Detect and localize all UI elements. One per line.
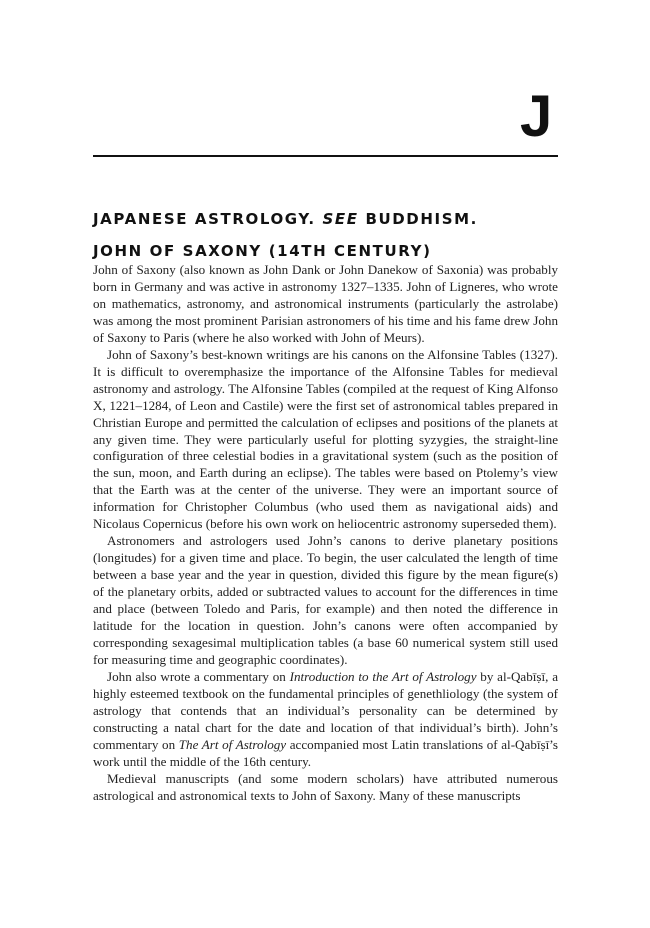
body-paragraph-2: John of Saxony’s best-known writings are his canons on the Alfonsine Tables (1327). It is difficult to overemphasize the importance of the Alfonsine Tables for medieval astronomy and astrology. The Alfonsine Tables (compiled at the request of King Alfonso X, 1221–1284, of Leon and Castile) were the first set of astronomical tables prepared in Christian Europe and permitted the calculation of eclipses and positions of the planets at any given time. They were particularly useful for plotting syzygies, the straight-line configuration of three celestial bodies in a gravitational system (such as the position of the sun, moon, and Earth during an eclipse). The tables were based on Ptolemy’s view that the Earth was at the center of the universe. They were an important source of information for Christopher Columbus (who used them as navigational aids) and Nicolaus Copernicus (before his own work on heliocentric astronomy superseded them).	[93, 346, 558, 532]
entry-body-john-of-saxony	[93, 262, 558, 805]
chapter-rule	[93, 155, 558, 157]
paragraph-4-text-a: John also wrote a commentary on	[107, 668, 290, 684]
body-paragraph-5: Medieval manuscripts (and some modern scholars) have attributed numerous astrological and astronomical texts to John of Saxony. Many of these manuscripts	[93, 770, 558, 803]
body-paragraph-3: Astronomers and astrologers used John’s canons to derive planetary positions (longitudes) for a given time and place. To begin, the user calculated the length of time between a base year and the year in question, divided this figure by the mean figure(s) of the planetary orbits, added or subtracted values to account for the differences in time and place (between Toledo and Paris, for example) and then noted the difference in latitude for the location in question. John’s canons were often accompanied by corresponding sexagesimal multiplication tables (a base 60 numerical system still used for measuring time and geographic coordinates).	[93, 533, 558, 667]
book-title-art-of-astrology: The Art of Astrology	[178, 736, 287, 752]
entry-heading-john-of-saxony	[93, 241, 563, 261]
paragraph-4-text-c: accompanied most Latin translations of al-Qabīṣī’s work until the middle of the 16th century.	[93, 736, 558, 769]
paragraph-4-text-b: by al-Qabīṣī, a highly esteemed textbook on the fundamental principles of genethliology (the system of astrology that contends that an individual’s personality can be determined by constructing a natal chart for the date and location of that individual’s birth). John’s commentary on	[93, 668, 559, 752]
heading-text: JOHN OF SAXONY (14TH CENTURY)	[93, 242, 432, 260]
body-paragraph-1: John of Saxony (also known as John Dank or John Danekow of Saxonia) was probably born in Germany and was active in astronomy 1327–1335. John of Ligneres, who wrote on mathematics, astronomy, and astronomical instruments (particularly the astrolabe) was among the most prominent Parisian astronomers of his time and his fame drew John of Saxony to Paris (where he also worked with John of Meurs).	[93, 262, 558, 345]
heading-main-text: JAPANESE ASTROLOGY.	[93, 210, 316, 228]
chapter-letter: J	[520, 84, 553, 149]
book-title-introduction: Introduction to the Art of Astrology	[289, 668, 477, 684]
see-reference-word: SEE	[322, 210, 359, 228]
body-paragraph-4	[93, 669, 558, 771]
entry-heading-japanese-astrology	[93, 209, 563, 229]
cross-reference-link[interactable]: BUDDHISM.	[365, 210, 478, 228]
